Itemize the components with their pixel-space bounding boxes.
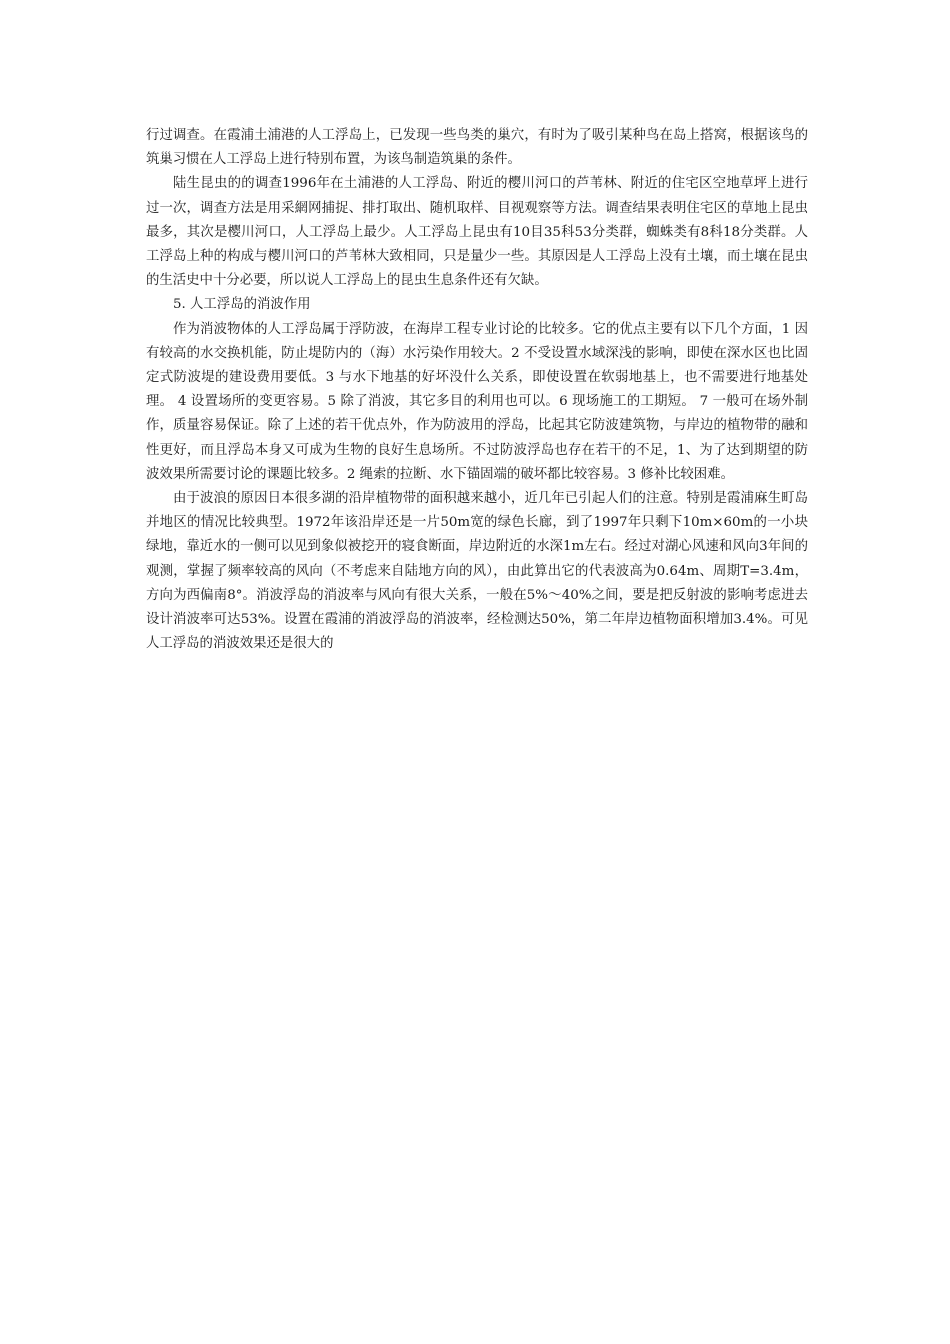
paragraph-bird-nests: 行过调查。在霞浦土浦港的人工浮岛上，已发现一些鸟类的巢穴，有时为了吸引某种鸟在岛上搭窝，根据该鸟的筑巢习惯在人工浮岛上进行特别布置，为该鸟制造筑巢的条件。	[146, 128, 808, 168]
document-body	[146, 124, 808, 656]
paragraph-wave-erosion: 由于波浪的原因日本很多湖的沿岸植物带的面积越来越小，近几年已引起人们的注意。特别是霞浦麻生町岛并地区的情况比较典型。1972年该沿岸还是一片50m宽的绿色长廊，到了1997年只剩下10m×60m的一小块绿地，靠近水的一侧可以见到象似被挖开的寝食断面，岸边附近的水深1m左右。经过对湖心风速和风向3年间的观测，掌握了频率较高的风向（不考虑来自陆地方向的风），由此算出它的代表波高为0.64m、周期T=3.4m，方向为西偏南8°。消波浮岛的消波率与风向有很大关系，一般在5%～40%之间，要是把反射波的影响考虑进去设计消波率可达53%。设置在霞浦的消波浮岛的消波率，经检测达50%，第二年岸边植物面积增加3.4%。可见人工浮岛的消波效果还是很大的	[146, 491, 808, 652]
paragraph-floating-breakwater: 作为消波物体的人工浮岛属于浮防波，在海岸工程专业讨论的比较多。它的优点主要有以下几个方面，1 因有较高的水交换机能，防止堤防内的（海）水污染作用较大。2 不受设置水域深浅的影响，即使在深水区也比固定式防波堤的建设费用要低。3 与水下地基的好坏没什么关系，即使设置在软弱地基上，也不需要进行地基处理。 4 设置场所的变更容易。5 除了消波，其它多目的利用也可以。6 现场施工的工期短。 7 一般可在场外制作，质量容易保证。除了上述的若干优点外，作为防波用的浮岛，比起其它防波建筑物，与岸边的植物带的融和性更好，而且浮岛本身又可成为生物的良好生息场所。不过防波浮岛也存在若干的不足，1、为了达到期望的防波效果所需要讨论的课题比较多。2 绳索的拉断、水下锚固端的破坏都比较容易。3 修补比较困难。	[146, 321, 808, 482]
section-heading-wave-dissipation: 5. 人工浮岛的消波作用	[173, 297, 311, 313]
paragraph-insect-survey: 陆生昆虫的的调查1996年在土浦港的人工浮岛、附近的樱川河口的芦苇林、附近的住宅区空地草坪上进行过一次，调查方法是用采網网捕捉、排打取出、随机取样、目视观察等方法。调查结果表明住宅区的草地上昆虫最多，其次是樱川河口，人工浮岛上最少。人工浮岛上昆虫有10目35科53分类群，蜘蛛类有8科18分类群。人工浮岛上种的构成与樱川河口的芦苇林大致相同，只是量少一些。其原因是人工浮岛上没有土壤，而土壤在昆虫的生活史中十分必要，所以说人工浮岛上的昆虫生息条件还有欠缺。	[146, 176, 808, 289]
